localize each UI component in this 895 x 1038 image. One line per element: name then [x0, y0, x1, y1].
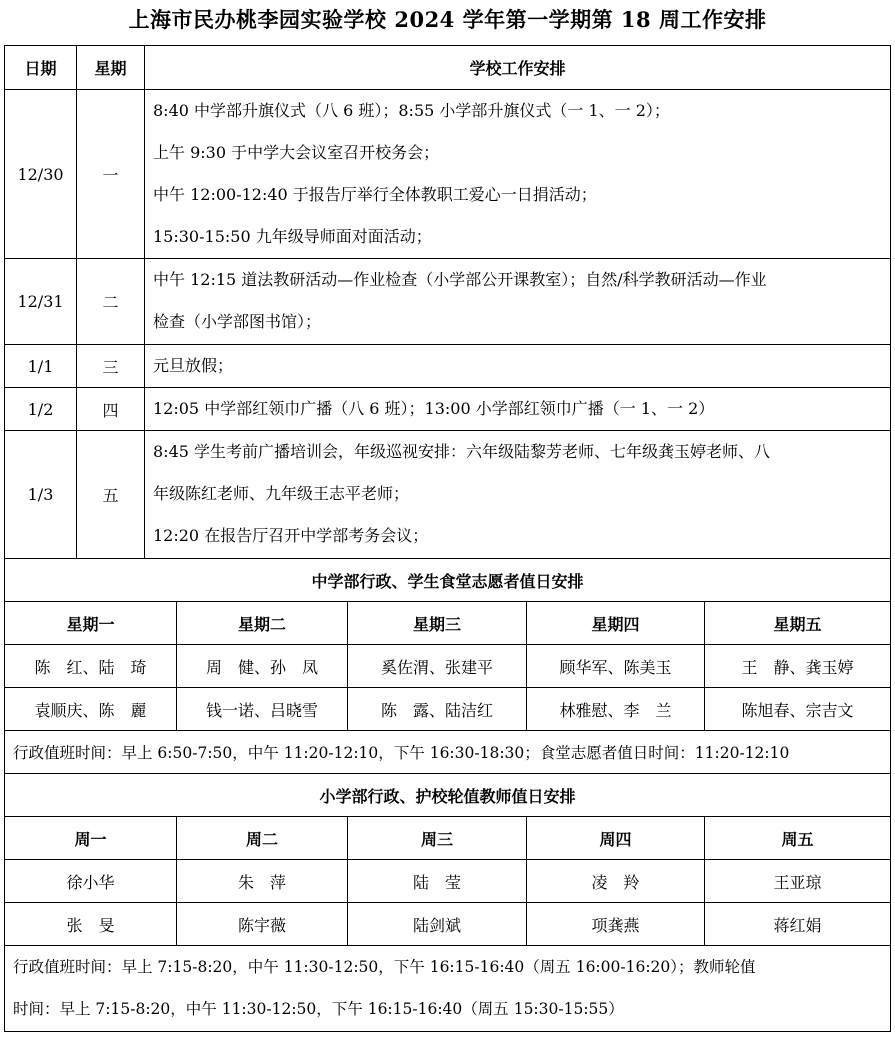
row-date: 1/2 [5, 388, 77, 430]
row-weekday: 一 [77, 90, 145, 258]
work-line: 8:40 中学部升旗仪式（八 6 班）；8:55 小学部升旗仪式（一 1、一 2）； [153, 101, 670, 120]
middle-note-row [4, 731, 891, 774]
table-row [4, 90, 891, 259]
work-line: 15:30-15:50 九年级导师面对面活动； [153, 227, 432, 246]
primary-days-row [4, 817, 891, 860]
duty-names: 张 旻 [5, 903, 177, 945]
work-line: 检查（小学部图书馆）； [153, 312, 322, 331]
table-row [4, 345, 891, 388]
page-title: 上海市民办桃李园实验学校 2024 学年第一学期第 18 周工作安排 [128, 7, 767, 32]
duty-names: 奚佐渭、张建平 [348, 645, 527, 687]
duty-names: 袁顺庆、陈 麗 [5, 688, 177, 730]
duty-names: 陆 莹 [348, 860, 527, 902]
primary-day: 周一 [5, 817, 177, 859]
header-work: 学校工作安排 [469, 59, 566, 78]
duty-names: 陈宇薇 [177, 903, 348, 945]
table-row [4, 259, 891, 345]
row-weekday: 二 [77, 259, 145, 344]
row-date: 1/3 [5, 431, 77, 558]
middle-day: 星期一 [5, 602, 177, 644]
work-line: 12:20 在报告厅召开中学部考务会议； [153, 526, 429, 545]
middle-duty-note: 行政值班时间：早上 6:50-7:50，中午 11:20-12:10，下午 16:30-18:30；食堂志愿者值日时间：11:20-12:10 [13, 744, 790, 762]
primary-duty-row [4, 903, 891, 946]
primary-duty-note [5, 946, 890, 1031]
primary-day: 周二 [177, 817, 348, 859]
row-weekday: 三 [77, 345, 145, 387]
row-date: 1/1 [5, 345, 77, 387]
duty-names: 徐小华 [5, 860, 177, 902]
row-work [145, 90, 890, 258]
row-date: 12/30 [5, 90, 77, 258]
table-row [4, 431, 891, 559]
table-header-row [4, 45, 891, 90]
middle-day: 星期四 [527, 602, 705, 644]
primary-day: 周三 [348, 817, 527, 859]
duty-names: 凌 羚 [527, 860, 705, 902]
primary-day: 周四 [527, 817, 705, 859]
work-line: 中午 12:15 道法教研活动—作业检查（小学部公开课教室）；自然/科学教研活动—作业 [153, 270, 767, 289]
work-line: 元旦放假； [153, 356, 234, 375]
header-weekday: 星期 [77, 46, 145, 89]
duty-names: 陆剑斌 [348, 903, 527, 945]
row-work [145, 345, 890, 387]
duty-names: 陈 红、陆 琦 [5, 645, 177, 687]
row-work [145, 431, 890, 558]
duty-names: 陈 露、陆洁红 [348, 688, 527, 730]
schedule-table [4, 45, 891, 1032]
table-row [4, 388, 891, 431]
duty-names: 王亚琼 [773, 872, 822, 892]
duty-names: 顾华军、陈美玉 [527, 645, 705, 687]
primary-duty-row [4, 860, 891, 903]
middle-day: 星期二 [177, 602, 348, 644]
header-date: 日期 [5, 46, 77, 89]
middle-days-row [4, 602, 891, 645]
primary-section-title: 小学部行政、护校轮值教师值日安排 [319, 786, 576, 806]
middle-section-title-row [4, 559, 891, 602]
row-work [145, 388, 890, 430]
primary-note-row [4, 946, 891, 1032]
middle-duty-row [4, 645, 891, 688]
primary-day: 周五 [781, 829, 814, 849]
duty-names: 王 静、龚玉婷 [741, 657, 854, 677]
duty-names: 朱 萍 [177, 860, 348, 902]
work-line: 8:45 学生考前广播培训会，年级巡视安排：六年级陆黎芳老师、七年级龚玉婷老师、八 [153, 442, 771, 461]
row-weekday: 五 [77, 431, 145, 558]
middle-duty-row [4, 688, 891, 731]
row-weekday: 四 [77, 388, 145, 430]
middle-section-title: 中学部行政、学生食堂志愿者值日安排 [311, 571, 584, 591]
work-line: 12:05 中学部红领巾广播（八 6 班）；13:00 小学部红领巾广播（一 1、一 2） [153, 399, 715, 418]
duty-names: 钱一诺、吕晓雪 [177, 688, 348, 730]
note-line: 时间：早上 7:15-8:20，中午 11:30-12:50，下午 16:15-16:40（周五 15:30-15:55） [13, 1000, 624, 1018]
duty-names: 蒋红娟 [773, 915, 822, 935]
work-line: 年级陈红老师、九年级王志平老师； [153, 484, 410, 503]
middle-day: 星期五 [773, 614, 822, 634]
duty-names: 陈旭春、宗吉文 [741, 700, 854, 720]
work-line: 上午 9:30 于中学大会议室召开校务会； [153, 143, 440, 162]
work-line: 中午 12:00-12:40 于报告厅举行全体教职工爱心一日捐活动； [153, 185, 597, 204]
middle-day: 星期三 [348, 602, 527, 644]
row-date: 12/31 [5, 259, 77, 344]
duty-names: 项龚燕 [527, 903, 705, 945]
note-line: 行政值班时间：早上 7:15-8:20，中午 11:30-12:50，下午 16:15-16:40（周五 16:00-16:20）；教师轮值 [13, 958, 756, 976]
row-work [145, 259, 890, 344]
duty-names: 周 健、孙 凤 [177, 645, 348, 687]
primary-section-title-row [4, 774, 891, 817]
duty-names: 林雅慰、李 兰 [527, 688, 705, 730]
